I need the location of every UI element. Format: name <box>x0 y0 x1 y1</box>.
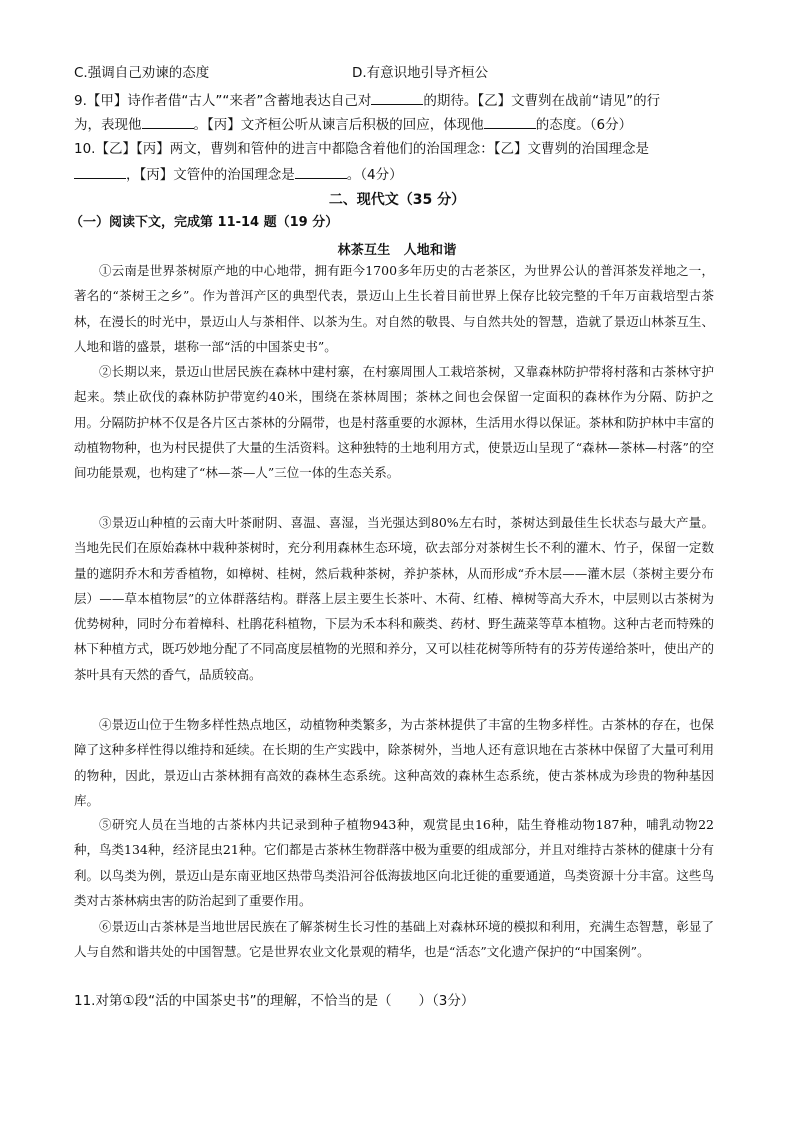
q10-line-2 <box>74 164 403 184</box>
q9-blank-3[interactable] <box>484 114 536 129</box>
article-paragraph-1: ①云南是世界茶树原产地的中心地带，拥有距今1700多年历史的古老茶区，为世界公认的普洱茶发祥地之一，著名的“茶树王之乡”。作为普洱产区的典型代表，景迈山上生长着目前世界上保存比较完整的千年万亩栽培型古茶林，在漫长的时光中，景迈山人与茶相伴、以茶为生。对自然的敬畏、与自然共处的智慧，造就了景迈山林茶互生、人地和谐的盛景，堪称一部“活的中国茶史书”。 <box>74 263 714 354</box>
q9-blank-1[interactable] <box>371 90 423 105</box>
q9-line-2 <box>74 114 632 134</box>
q10-text-2: ，【丙】文管仲的治国理念是 <box>126 167 295 183</box>
q9-text-3: 为，表现他 <box>74 117 142 133</box>
q10-blank-1[interactable] <box>74 164 126 179</box>
section-subtitle: （一）阅读下文，完成第 11-14 题（19 分） <box>70 215 339 230</box>
article-paragraph-2: ②长期以来，景迈山世居民族在森林中建村寨，在村寨周围人工栽培茶树，又靠森林防护带将村落和古茶林守护起来。禁止砍伐的森林防护带宽约40米，围绕在茶林周围；茶林之间也会保留一定面积的森林作为分隔、防护之用。分隔防护林不仅是各片区古茶林的分隔带，也是村落重要的水源林，生活用水得以保证。茶林和防护林中丰富的动植物物种，也为村民提供了大量的生活资料。这种独特的土地利用方式，使景迈山呈现了“森林—茶林—村落”的空间功能景观，也构建了“林—茶—人”三位一体的生态关系。 <box>74 364 714 481</box>
q8-option-c: C.强调自己劝谏的态度 <box>74 65 210 81</box>
q9-text-5: 的态度。（6分） <box>535 117 633 133</box>
q9-blank-2[interactable] <box>142 114 194 129</box>
q9-text-2: 的期待。【乙】文曹刿在战前“请见”的行 <box>423 93 661 109</box>
article-title: 林茶互生 人地和谐 <box>337 243 457 258</box>
q10-text-3: 。（4分） <box>346 167 403 183</box>
article-paragraph-5: ⑤研究人员在当地的古茶林内共记录到种子植物943种，观赏昆虫16种，陆生脊椎动物187种，哺乳动物22种，鸟类134种，经济昆虫21种。它们都是古茶林生物群落中极为重要的组成部分，并且对维持古茶林的健康十分有利。以鸟类为例，景迈山是东南亚地区热带鸟类沿河谷低海拔地区向北迁徙的重要通道，鸟类资源十分丰富。这些鸟类对古茶林病虫害的防治起到了重要作用。 <box>74 817 714 908</box>
q9-text-1: 9.【甲】诗作者借“古人”“来者”含蓄地表达自己对 <box>74 93 372 109</box>
q9-line-1 <box>74 90 660 110</box>
q11-stem: 11.对第①段“活的中国茶史书”的理解，不恰当的是（ ）（3分） <box>74 993 475 1009</box>
q10-line-1: 10.【乙】【丙】两文，曹刿和管仲的进言中都隐含着他们的治国理念：【乙】文曹刿的治国理念是 <box>74 141 649 157</box>
article-paragraph-3: ③景迈山种植的云南大叶茶耐阴、喜温、喜湿，当光强达到80%左右时，茶树达到最佳生长状态与最大产量。当地先民们在原始森林中栽种茶树时，充分利用森林生态环境，砍去部分对茶树生长不利的灌木、竹子，保留一定数量的遮阴乔木和芳香植物，如樟树、桂树，然后栽种茶树，养护茶林，从而形成“乔木层——灌木层（茶树主要分布层）——草本植物层”的立体群落结构。群落上层主要生长茶叶、木荷、红椿、樟树等高大乔木，中层则以古茶树为优势树种，同时分布着樟科、杜鹃花科植物，下层为禾本科和蕨类、药材、野生蔬菜等草本植物。这种古老而特殊的林下种植方式，既巧妙地分配了不同高度层植物的光照和养分，又可以桂花树等所特有的芬芳传递给茶叶，使出产的茶叶具有天然的香气，品质较高。 <box>74 515 714 682</box>
q9-text-4: 。【丙】文齐桓公听从谏言后积极的回应，体现他 <box>193 117 484 133</box>
section-title: 二、现代文（35 分） <box>328 192 466 208</box>
q8-option-d: D.有意识地引导齐桓公 <box>352 65 489 81</box>
article-paragraph-4: ④景迈山位于生物多样性热点地区，动植物种类繁多，为古茶林提供了丰富的生物多样性。古茶林的存在，也保障了这种多样性得以维持和延续。在长期的生产实践中，除茶树外，当地人还有意识地在古茶林中保留了大量可利用的物种，因此，景迈山古茶林拥有高效的森林生态系统。这种高效的森林生态系统，使古茶林成为珍贵的物种基因库。 <box>74 717 714 808</box>
q10-blank-2[interactable] <box>295 164 347 179</box>
article-paragraph-6: ⑥景迈山古茶林是当地世居民族在了解茶树生长习性的基础上对森林环境的模拟和利用，充满生态智慧，彰显了人与自然和谐共处的中国智慧。它是世界农业文化景观的精华，也是“活态”文化遗产保护的“中国案例”。 <box>74 919 714 960</box>
